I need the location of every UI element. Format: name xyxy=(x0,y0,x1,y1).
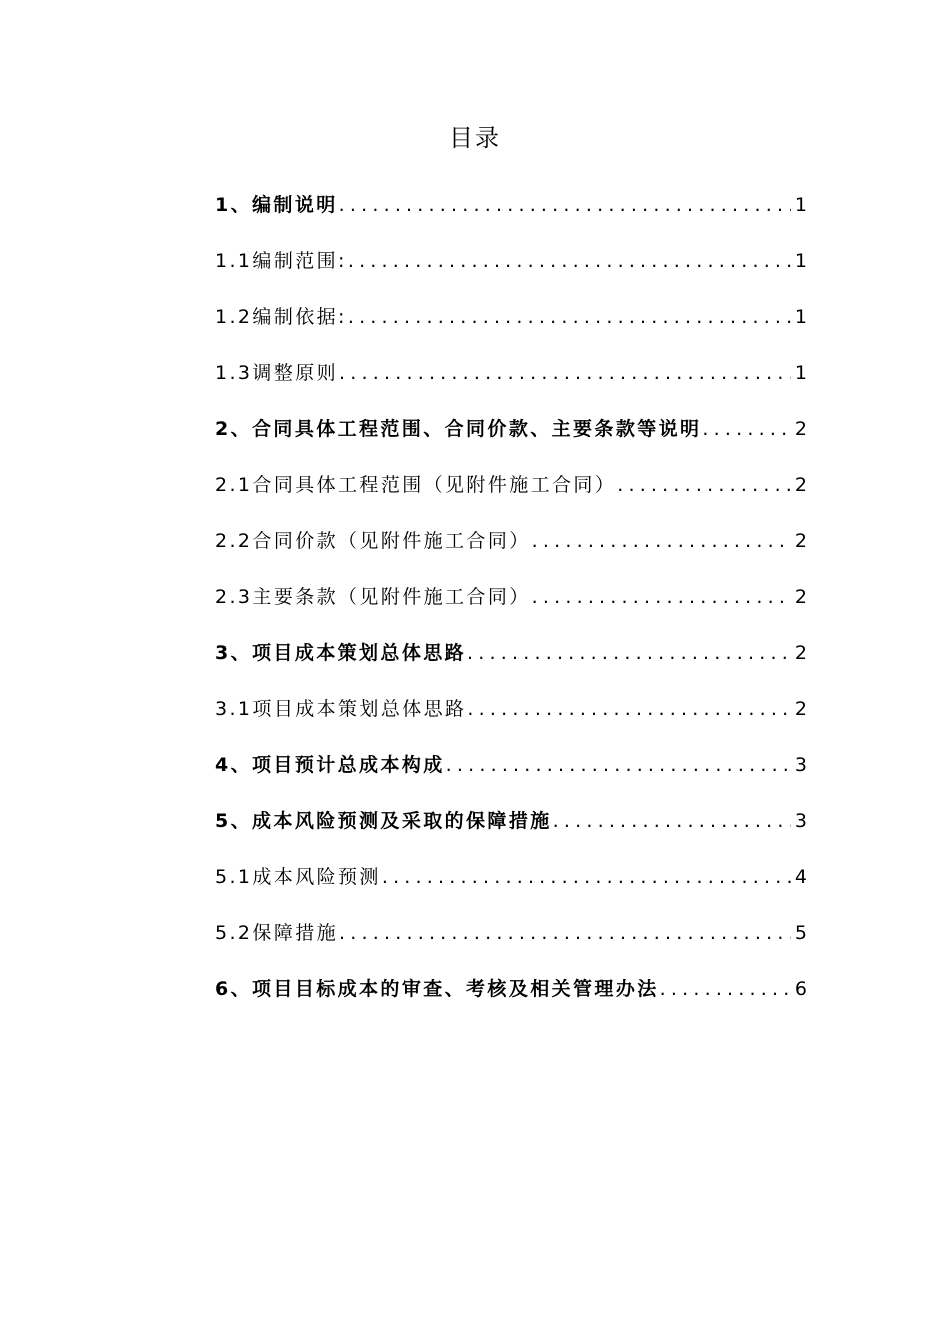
toc-entry[interactable] xyxy=(215,352,807,408)
toc-entry-page-number: 3 xyxy=(794,810,807,832)
toc-entry-label: 2.1合同具体工程范围（见附件施工合同） xyxy=(215,474,617,496)
toc-entry-label: 5.1成本风险预测 xyxy=(215,866,381,888)
toc-entry[interactable] xyxy=(215,576,807,632)
toc-dot-leader xyxy=(348,296,791,338)
toc-title: 目录 xyxy=(449,124,501,152)
toc-entry[interactable] xyxy=(215,520,807,576)
toc-entry[interactable] xyxy=(215,464,807,520)
toc-entry-label: 6、项目目标成本的审查、考核及相关管理办法 xyxy=(215,978,659,1000)
toc-entry[interactable] xyxy=(215,968,807,1024)
toc-entry-page-number: 6 xyxy=(794,978,807,1000)
toc-dot-leader xyxy=(348,240,791,282)
toc-dot-leader xyxy=(467,688,790,730)
toc-dot-leader xyxy=(339,352,791,394)
toc-entry[interactable] xyxy=(215,184,807,240)
toc-entry-label: 2、合同具体工程范围、合同价款、主要条款等说明 xyxy=(215,418,702,440)
toc-dot-leader xyxy=(467,632,791,674)
toc-dot-leader xyxy=(617,464,791,506)
toc-entry-page-number: 1 xyxy=(794,250,807,272)
toc-dot-leader xyxy=(339,184,791,226)
toc-entry-page-number: 2 xyxy=(794,698,807,720)
toc-entry[interactable] xyxy=(215,296,807,352)
toc-entry-page-number: 1 xyxy=(794,306,807,328)
toc-entry-label: 2.3主要条款（见附件施工合同） xyxy=(215,586,531,608)
toc-dot-leader xyxy=(532,576,791,618)
toc-entry-label: 1.3调整原则 xyxy=(215,362,339,384)
toc-entry-page-number: 1 xyxy=(794,194,807,216)
toc-entry-page-number: 2 xyxy=(794,530,807,552)
toc-entry[interactable] xyxy=(215,856,807,912)
toc-entry-page-number: 2 xyxy=(794,642,807,664)
toc-entry-page-number: 1 xyxy=(794,362,807,384)
toc-entry-label: 5.2保障措施 xyxy=(215,922,339,944)
toc-dot-leader xyxy=(446,744,791,786)
toc-entry[interactable] xyxy=(215,408,807,464)
toc-entry[interactable] xyxy=(215,912,807,968)
toc-list xyxy=(215,184,807,1024)
toc-entry[interactable] xyxy=(215,240,807,296)
toc-entry-label: 1.1编制范围: xyxy=(215,250,347,272)
toc-entry-label: 3.1项目成本策划总体思路 xyxy=(215,698,467,720)
toc-entry[interactable] xyxy=(215,688,807,744)
toc-entry[interactable] xyxy=(215,800,807,856)
toc-entry-label: 2.2合同价款（见附件施工合同） xyxy=(215,530,531,552)
toc-entry-page-number: 4 xyxy=(794,866,807,888)
toc-dot-leader xyxy=(660,968,791,1010)
toc-entry-label: 4、项目预计总成本构成 xyxy=(215,754,445,776)
toc-dot-leader xyxy=(702,408,790,450)
toc-entry-page-number: 3 xyxy=(794,754,807,776)
toc-dot-leader xyxy=(553,800,791,842)
toc-entry-page-number: 2 xyxy=(794,586,807,608)
toc-entry-label: 1.2编制依据: xyxy=(215,306,347,328)
toc-dot-leader xyxy=(532,520,791,562)
toc-entry-page-number: 2 xyxy=(794,418,807,440)
toc-entry[interactable] xyxy=(215,744,807,800)
toc-entry-label: 1、编制说明 xyxy=(215,194,338,216)
toc-entry-label: 5、成本风险预测及采取的保障措施 xyxy=(215,810,552,832)
toc-entry[interactable] xyxy=(215,632,807,688)
toc-entry-label: 3、项目成本策划总体思路 xyxy=(215,642,467,664)
toc-dot-leader xyxy=(382,856,791,898)
toc-dot-leader xyxy=(339,912,791,954)
toc-entry-page-number: 2 xyxy=(794,474,807,496)
toc-entry-page-number: 5 xyxy=(794,922,807,944)
